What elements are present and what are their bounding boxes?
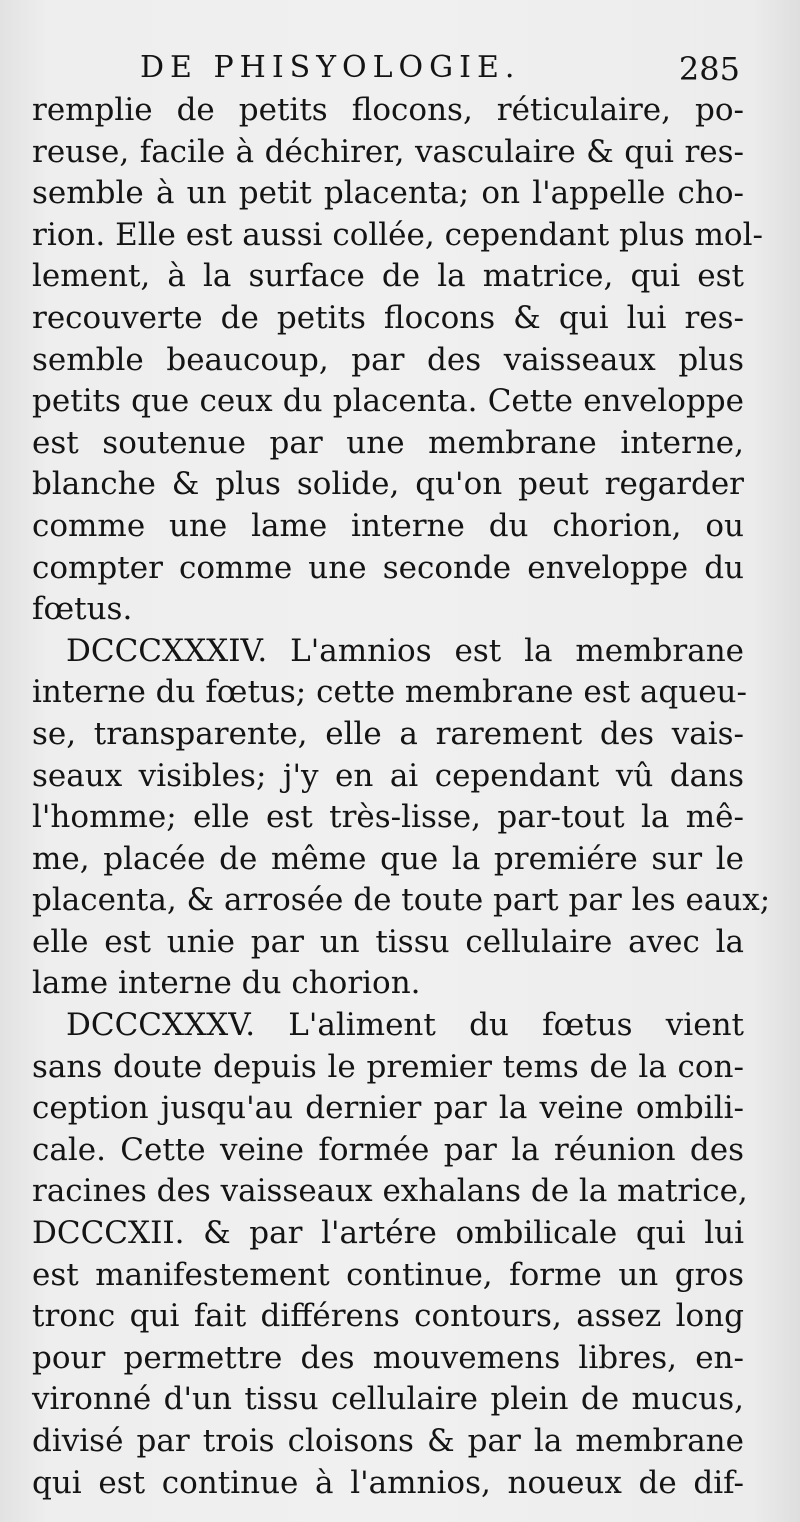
body-text: [32, 90, 771, 1504]
text-line: pour permettre des mouvemens libres, en-: [32, 1339, 744, 1376]
text-line: lame interne du chorion.: [32, 965, 421, 1002]
text-line: tronc qui fait différens contours, assez long: [32, 1298, 744, 1335]
text-line: lement, à la surface de la matrice, qui est: [32, 258, 744, 295]
text-line: petits que ceux du placenta. Cette enveloppe: [32, 383, 744, 420]
text-line: fœtus.: [32, 591, 133, 628]
text-line: cale. Cette veine formée par la réunion des: [32, 1131, 744, 1168]
page-number: 285: [678, 50, 740, 88]
text-line: est soutenue par une membrane interne,: [32, 424, 744, 461]
text-line: ception jusqu'au dernier par la veine ombili-: [32, 1090, 744, 1127]
text-line: recouverte de petits flocons & qui lui res-: [32, 299, 744, 336]
text-line: me, placée de même que la premiére sur le: [32, 840, 744, 877]
text-line: l'homme; elle est très-lisse, par-tout la mê-: [32, 799, 744, 836]
text-line: sans doute depuis le premier tems de la con-: [32, 1048, 744, 1085]
text-line: comme une lame interne du chorion, ou: [32, 507, 744, 544]
text-line: se, transparente, elle a rarement des vais-: [32, 715, 744, 752]
text-line: elle est unie par un tissu cellulaire avec la: [32, 923, 744, 960]
text-line: est manifestement continue, forme un gros: [32, 1256, 744, 1293]
text-line: interne du fœtus; cette membrane est aqueu-: [32, 674, 747, 711]
text-line: reuse, facile à déchirer, vasculaire & qui res-: [32, 133, 744, 170]
text-line: semble beaucoup, par des vaisseaux plus: [32, 341, 744, 378]
text-line: compter comme une seconde enveloppe du: [32, 549, 744, 586]
text-line: qui est continue à l'amnios, noueux de dif-: [32, 1464, 744, 1501]
paragraph-start-line: DCCCXXXV. L'aliment du fœtus vient: [66, 1007, 744, 1044]
text-line: placenta, & arrosée de toute part par les eaux;: [32, 882, 771, 919]
text-line: vironné d'un tissu cellulaire plein de mucus,: [32, 1381, 744, 1418]
text-line: seaux visibles; j'y en ai cependant vû dans: [32, 757, 744, 794]
text-line: remplie de petits flocons, réticulaire, po-: [32, 92, 744, 128]
text-line: semble à un petit placenta; on l'appelle cho-: [32, 175, 744, 212]
text-line: rion. Elle est aussi collée, cependant plus mol-: [32, 216, 763, 253]
running-title: DE PHISYOLOGIE.: [140, 50, 521, 85]
paragraph-start-line: DCCCXXXIV. L'amnios est la membrane: [66, 632, 744, 669]
text-line: divisé par trois cloisons & par la membrane: [32, 1423, 744, 1459]
text-line: blanche & plus solide, qu'on peut regarder: [32, 466, 744, 503]
text-line: DCCCXII. & par l'artére ombilicale qui lui: [32, 1215, 744, 1252]
text-line: racines des vaisseaux exhalans de la matrice,: [32, 1173, 748, 1210]
